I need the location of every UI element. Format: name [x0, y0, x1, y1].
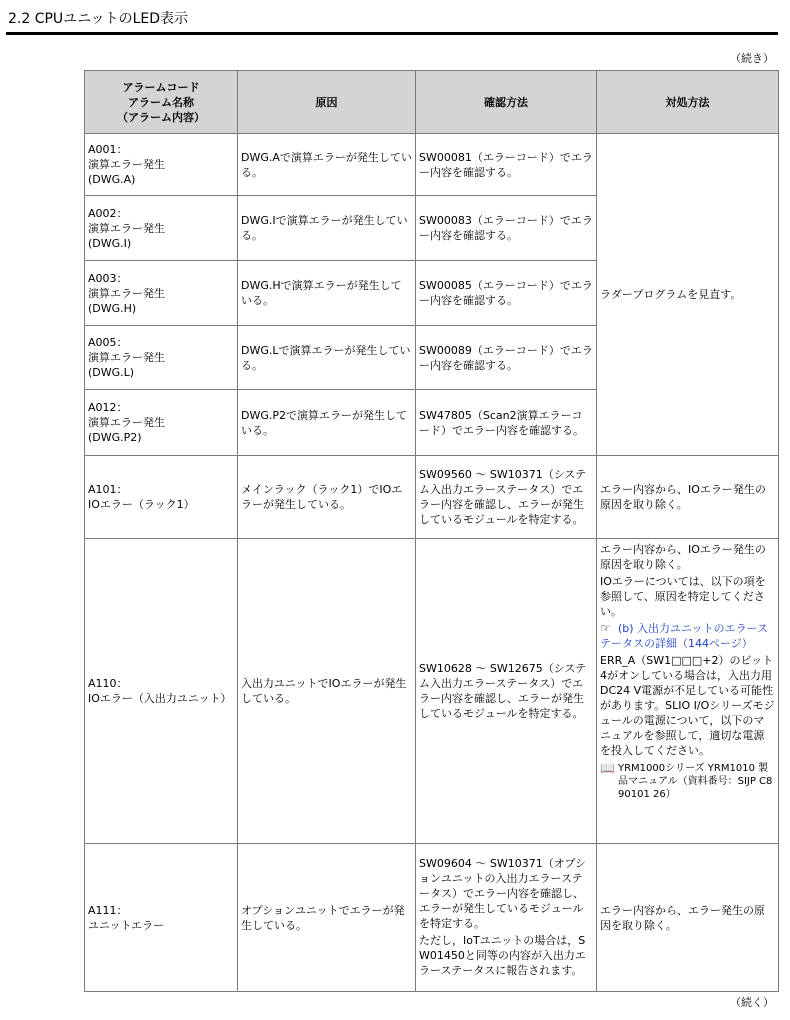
check-cell: SW00085（エラーコード）でエラー内容を確認する。: [416, 261, 597, 326]
check-cell: [416, 844, 597, 992]
alarm-table: [84, 70, 779, 992]
alarm-detail: (DWG.I): [88, 236, 132, 250]
pointing-hand-icon: ☞: [600, 621, 611, 635]
alarm-detail: (DWG.L): [88, 366, 135, 379]
alarm-code-cell: [85, 261, 238, 326]
alarm-name: 演算エラー発生: [88, 416, 165, 429]
alarm-code-cell: [85, 326, 238, 390]
alarm-name: 演算エラー発生: [88, 351, 165, 364]
continued-label-top: （続き）: [730, 52, 774, 65]
alarm-code-cell: [85, 196, 238, 261]
alarm-name: 演算エラー発生: [88, 221, 165, 235]
table-row: [85, 844, 779, 992]
continued-label-bottom: （続く）: [730, 996, 774, 1009]
alarm-name: IOエラー（入出力ユニット）: [88, 692, 232, 705]
section-header: [6, 6, 778, 35]
check-paragraph: SW09604 ～ SW10371（オプションユニットの入出力エラーステータス）でエラー内容を確認し、エラーが発生しているモジュールを特定する。: [419, 856, 586, 930]
check-cell: SW10628 ～ SW12675（システム入出力エラーステータス）でエラー内容を確認し、エラーが発生しているモジュールを特定する。: [416, 539, 597, 844]
table-row: [85, 134, 779, 196]
reference-link[interactable]: (b) 入出力ユニットのエラーステータスの詳細（144ページ）: [600, 622, 769, 650]
alarm-name: 演算エラー発生: [88, 286, 165, 300]
alarm-code: A110：: [88, 677, 128, 690]
alarm-code: A012：: [88, 401, 128, 414]
action-paragraph: ERR_A（SW1□□□+2）のビット4がオンしている場合は，入出力用DC24 V電源が不足している可能性があります。SLIO I/Oシリーズモジュールの電源について，以下のマニュアルを参照して，適切な電源を投入してください。: [600, 654, 775, 757]
check-paragraph: ただし，IoTユニットの場合は，SW01450と同等の内容が入出力エラーステータスに報告されます。: [419, 933, 586, 977]
column-header-alarm-code: アラームコード アラーム名称 （アラーム内容）: [85, 71, 238, 134]
alarm-code: A005：: [88, 336, 128, 349]
action-cell: エラー内容から、エラー発生の原因を取り除く。: [597, 844, 779, 992]
cause-cell: オプションユニットでエラーが発生している。: [238, 844, 416, 992]
section-title: 2.2 CPUユニットのLED表示: [8, 11, 189, 27]
action-paragraph: エラー内容から、IOエラー発生の原因を取り除く。: [600, 543, 766, 571]
reference-link-row[interactable]: [600, 621, 775, 651]
open-book-icon: 📖: [600, 761, 615, 775]
alarm-code: A001：: [88, 143, 128, 156]
alarm-detail: (DWG.A): [88, 173, 136, 186]
alarm-code-cell: [85, 456, 238, 539]
action-paragraph: IOエラーについては、以下の項を参照して、原因を特定してください。: [600, 575, 766, 618]
alarm-code: A101：: [88, 483, 128, 496]
alarm-code: A002：: [88, 206, 128, 220]
alarm-code-cell: [85, 390, 238, 456]
column-header-cause: 原因: [238, 71, 416, 134]
cause-cell: DWG.Aで演算エラーが発生している。: [238, 134, 416, 196]
table-row: [85, 456, 779, 539]
cause-cell: DWG.Iで演算エラーが発生している。: [238, 196, 416, 261]
cause-cell: メインラック（ラック1）でIOエラーが発生している。: [238, 456, 416, 539]
alarm-detail: (DWG.P2): [88, 431, 142, 444]
cause-cell: DWG.Lで演算エラーが発生している。: [238, 326, 416, 390]
action-cell: エラー内容から、IOエラー発生の原因を取り除く。: [597, 456, 779, 539]
alarm-code-cell: [85, 844, 238, 992]
manual-reference: [600, 762, 775, 801]
check-cell: SW09560 ～ SW10371（システム入出力エラーステータス）でエラー内容を確認し、エラーが発生しているモジュールを特定する。: [416, 456, 597, 539]
alarm-name: ユニットエラー: [88, 918, 165, 932]
column-header-check: 確認方法: [416, 71, 597, 134]
check-cell: SW00089（エラーコード）でエラー内容を確認する。: [416, 326, 597, 390]
alarm-code-cell: [85, 539, 238, 844]
alarm-code-cell: [85, 134, 238, 196]
manual-reference-text: YRM1000シリーズ YRM1010 製品マニュアル（資料番号：SIJP C890101 26）: [618, 763, 773, 800]
alarm-name: 演算エラー発生: [88, 158, 165, 171]
alarm-detail: (DWG.H): [88, 301, 137, 315]
check-cell: SW47805（Scan2演算エラーコード）でエラー内容を確認する。: [416, 390, 597, 456]
alarm-code: A111：: [88, 903, 128, 917]
cause-cell: 入出力ユニットでIOエラーが発生している。: [238, 539, 416, 844]
check-cell: SW00083（エラーコード）でエラー内容を確認する。: [416, 196, 597, 261]
table-header-row: [85, 71, 779, 134]
alarm-name: IOエラー（ラック1）: [88, 498, 195, 511]
merged-action-cell: ラダープログラムを見直す。: [597, 134, 779, 456]
alarm-code: A003：: [88, 271, 128, 285]
column-header-action: 対処方法: [597, 71, 779, 134]
cause-cell: DWG.P2で演算エラーが発生している。: [238, 390, 416, 456]
cause-cell: DWG.Hで演算エラーが発生している。: [238, 261, 416, 326]
action-cell: [597, 539, 779, 844]
check-cell: SW00081（エラーコード）でエラー内容を確認する。: [416, 134, 597, 196]
table-row: [85, 539, 779, 844]
